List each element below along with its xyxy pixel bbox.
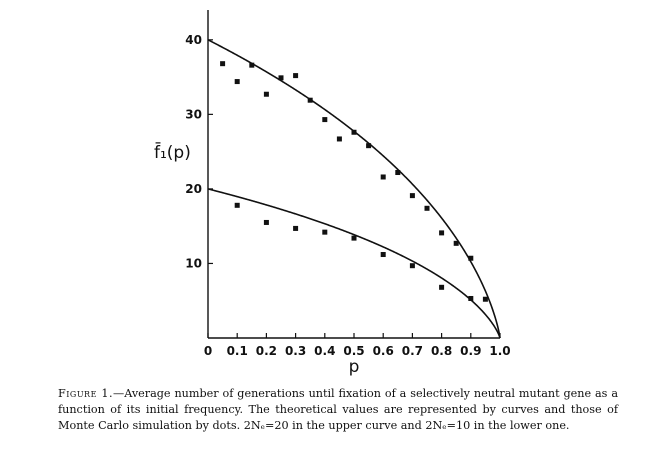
simulation-points (220, 61, 488, 302)
simulation-point-lower (381, 252, 386, 257)
simulation-point-upper (381, 174, 386, 179)
x-tick-label: 0.7 (401, 344, 424, 358)
simulation-point-upper (249, 63, 254, 68)
x-tick-label: 0.3 (284, 344, 307, 358)
y-tick-label: 20 (185, 181, 202, 196)
caption-text: —Average number of generations until fixation of a selectively neutral mutant gene as a function of its initial frequency. The theoretical values are represented by curves and those of Monte Carlo simulation by dots. 2Nₑ=20 in the upper curve and 2Nₑ=10 in the lower one. (58, 387, 618, 432)
simulation-point-lower (352, 236, 357, 241)
x-axis-label: p (348, 357, 360, 377)
x-tick-label: 0.2 (255, 344, 278, 358)
simulation-point-upper (220, 61, 225, 66)
simulation-point-lower (322, 230, 327, 235)
theoretical-curves (208, 40, 500, 338)
x-tick-label: 0 (203, 344, 213, 358)
y-tick-label: 30 (185, 107, 202, 122)
simulation-point-lower (235, 203, 240, 208)
simulation-point-lower (468, 296, 473, 301)
simulation-point-upper (337, 136, 342, 141)
simulation-point-upper (293, 73, 298, 78)
theory-curve-lower (208, 189, 500, 338)
simulation-point-lower (293, 226, 298, 231)
simulation-point-upper (352, 130, 357, 135)
simulation-point-upper (279, 75, 284, 80)
simulation-point-upper (425, 206, 430, 211)
simulation-point-upper (235, 79, 240, 84)
x-tick-label: 0.8 (430, 344, 453, 358)
x-tick-label: 0.6 (372, 344, 394, 358)
x-tick-label: 0.1 (226, 344, 248, 358)
simulation-point-lower (264, 220, 269, 225)
simulation-point-upper (483, 297, 488, 302)
x-tick-label: 0.4 (314, 344, 336, 358)
x-tick-label: 0.5 (343, 344, 365, 358)
y-tick-label: 40 (185, 32, 202, 47)
y-tick-label: 10 (185, 256, 202, 271)
simulation-point-upper (264, 92, 269, 97)
figure-label: Figure 1. (58, 387, 113, 400)
x-tick-label: 0.9 (460, 344, 482, 358)
simulation-point-upper (468, 256, 473, 261)
simulation-point-upper (410, 193, 415, 198)
x-tick-label: 1.0 (489, 344, 511, 358)
figure-caption (58, 386, 618, 434)
y-axis-label: f̄₁(p) (154, 143, 191, 163)
simulation-point-upper (439, 230, 444, 235)
simulation-point-upper (366, 143, 371, 148)
simulation-point-upper (395, 170, 400, 175)
simulation-point-upper (454, 241, 459, 246)
simulation-point-upper (322, 117, 327, 122)
simulation-point-upper (308, 98, 313, 103)
simulation-point-lower (410, 263, 415, 268)
theory-curve-upper (208, 40, 500, 338)
simulation-point-lower (439, 285, 444, 290)
